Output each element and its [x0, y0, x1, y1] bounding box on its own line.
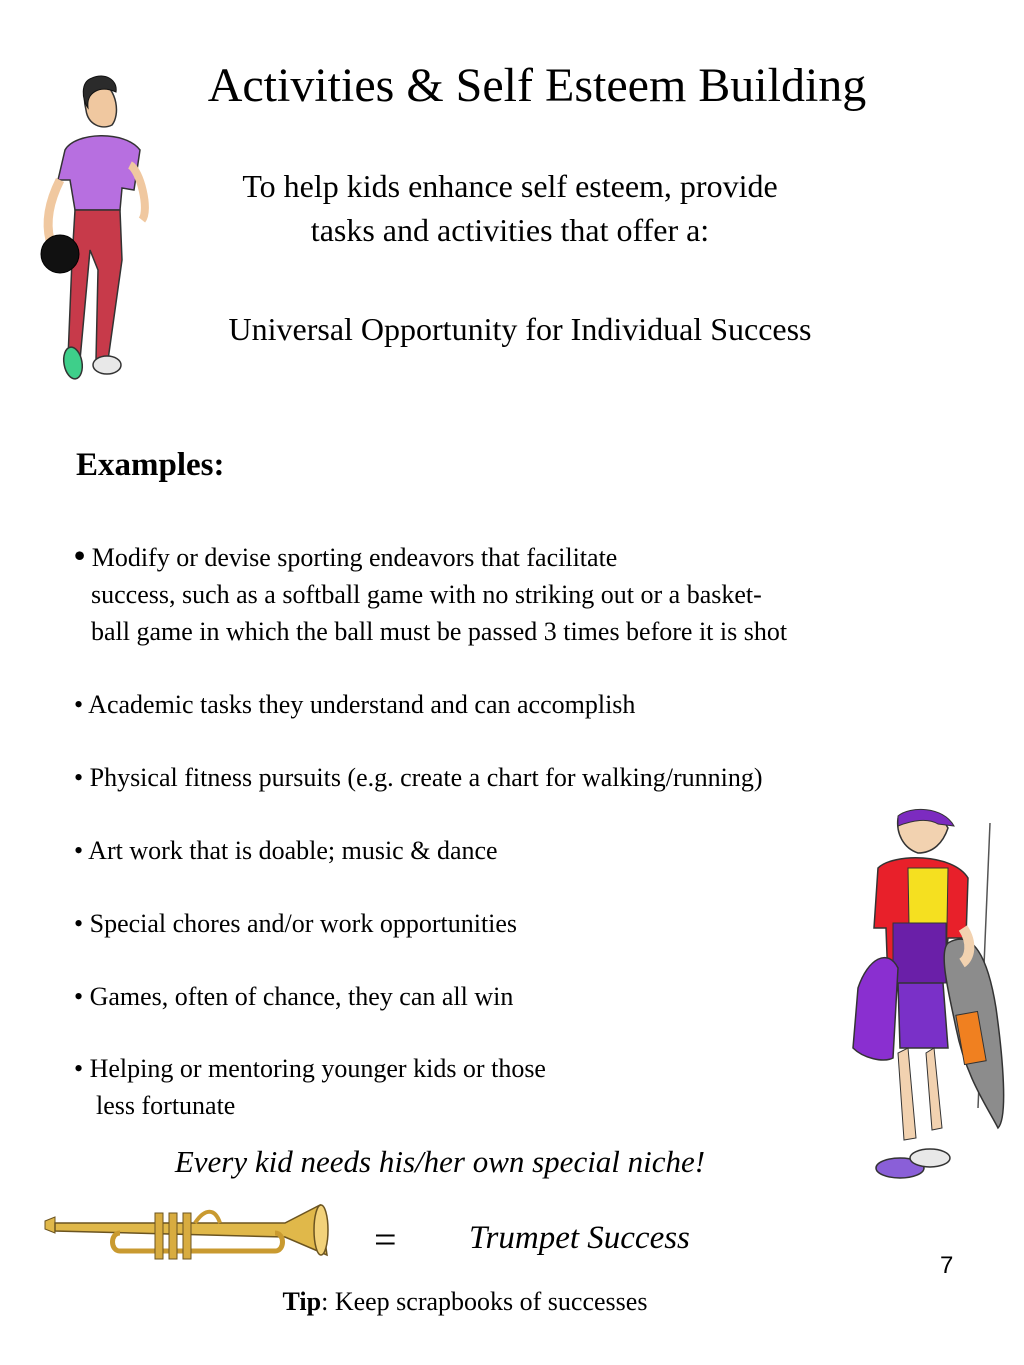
page-title: Activities & Self Esteem Building [207, 59, 867, 112]
equals-sign: = [374, 1217, 397, 1262]
example-helping-line-1: • Helping or mentoring younger kids or those [74, 1054, 546, 1083]
trumpet-success-text: Trumpet Success [469, 1220, 690, 1256]
example-modify-line-3: ball game in which the ball must be passed 3 times before it is shot [91, 617, 788, 646]
example-modify [74, 537, 787, 650]
motto: Universal Opportunity for Individual Success [228, 311, 812, 347]
intro-line-2: tasks and activities that offer a: [310, 212, 710, 248]
example-academic: • Academic tasks they understand and can accomplish [74, 690, 636, 719]
intro-text [130, 164, 890, 252]
tip-label: Tip [282, 1287, 322, 1316]
trumpet-illustration [45, 1203, 330, 1263]
examples-heading: Examples: [76, 447, 225, 483]
example-modify-line-2: success, such as a softball game with no striking out or a basket- [91, 580, 762, 609]
example-chores: • Special chores and/or work opportunities [74, 909, 518, 938]
example-helping [74, 1050, 546, 1124]
example-art: • Art work that is doable; music & dance [74, 836, 498, 865]
example-modify-line-1 [74, 537, 787, 576]
skateboarder-illustration [838, 808, 1024, 1188]
intro-line-1: To help kids enhance self esteem, provide [242, 168, 778, 204]
tip-text: : Keep scrapbooks of successes [321, 1287, 648, 1316]
page-number: 7 [940, 1252, 954, 1279]
example-modify-line-1-text: Modify or devise sporting endeavors that facilitate [85, 543, 618, 572]
example-helping-line-2: less fortunate [96, 1091, 236, 1120]
bullet: • [74, 537, 86, 573]
example-games: • Games, often of chance, they can all win [74, 982, 514, 1011]
tip-line [0, 1285, 930, 1319]
niche-statement: Every kid needs his/her own special niche! [174, 1144, 706, 1179]
example-fitness: • Physical fitness pursuits (e.g. create a chart for walking/running) [74, 763, 763, 792]
